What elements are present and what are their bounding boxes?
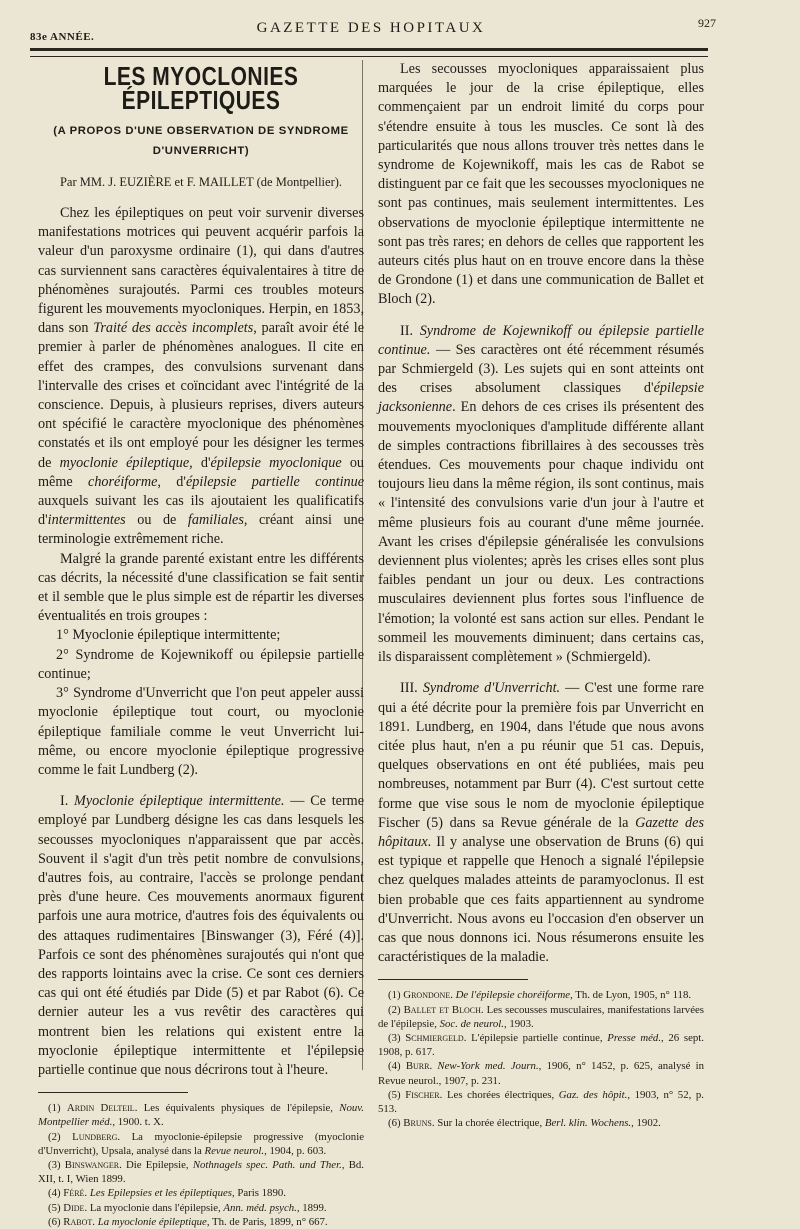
article-title: LES MYOCLONIES ÉPILEPTIQUES (103, 62, 299, 116)
right-column (378, 60, 704, 1130)
footnote-separator (38, 1092, 188, 1093)
group-item-3: 3° Syndrome d'Unverricht que l'on peut appeler aussi myoclonie épileptique tout court, ou myoclonie épileptique familiale comme le veut Unverricht lui-même, ou encore myoclonie épileptique progressive comme le fait Lundberg (2). (38, 685, 364, 778)
footnote: (2) Ballet et Bloch. Les secousses musculaires, manifestations larvées de l'épilepsie, Soc. de neurol., 1903. (378, 1003, 704, 1030)
group-item-1: 1° Myoclonie épileptique intermittente; (56, 627, 281, 644)
footnote: (4) Burr. New-York med. Journ., 1906, n° 1452, p. 625, analysé in Revue neurol., 1907, p. 231. (378, 1060, 705, 1087)
group-item-2: 2° Syndrome de Kojewnikoff ou épilepsie partielle continue; (38, 646, 364, 682)
article-subtitle: (A PROPOS D'UNE OBSERVATION DE SYNDROME D'UNVERRICHT) (53, 125, 349, 157)
footnotes-right (378, 988, 704, 1130)
footnote: (1) Ardin Delteil. Les équivalents physiques de l'épilepsie, Nouv. Montpellier méd., 1900. t. X. (38, 1102, 364, 1129)
left-column (38, 60, 364, 1229)
footnote: (4) Féré. Les Epilepsies et les épileptiques, Paris 1890. (48, 1187, 286, 1200)
classification-paragraph: Malgré la grande parenté existant entre les différents cas décrits, la nécessité d'une classification se fait sentir et il semble que le plus simple est de répartir les diverses éventualités en trois groupes : (38, 550, 364, 625)
footnote: (5) Dide. La myoclonie dans l'épilepsie, Ann. méd. psych., 1899. (48, 1201, 327, 1214)
footnote: (3) Schmiergeld. L'épilepsie partielle continue, Presse méd., 26 sept. 1908, p. 617. (378, 1031, 704, 1059)
footnote: (5) Fischer. Les chorées électriques, Gaz. des hôpit., 1903, n° 52, p. 513. (378, 1088, 704, 1115)
footnote: (6) Bruns. Sur la chorée électrique, Berl. klin. Wochens., 1902. (388, 1117, 661, 1130)
section-3-paragraph: III. Syndrome d'Unverricht. — C'est une forme rare qui a été décrite pour la première fois par Unverricht en 1891. Lundberg, en 1904, dans l'étude que nous avons citée plus haut, n'en a pu réunir que 51 cas. Depuis, quelques observations en ont été publiées, mais peu nombreuses, notamment par Burr (4). C'est surtout cette forme que vise sous le nom de myoclonie épileptique Fischer (5) dans sa Revue générale de la Gazette des hôpitaux. Il y analyse une observation de Bruns (6) qui est typique et rappelle que Henoch a signalé l'épilepsie chez quelques malades atteints de paramyoclonus. Il est bien probable que ces faits appartiennent au syndrome d'Unverricht. Nous avons eu l'occasion d'en observer un cas que nous donnons ici. Nous résumerons ensuite les caractéristiques de la maladie. (378, 680, 704, 966)
intro-paragraph: Chez les épileptiques on peut voir survenir diverses manifestations motrices qui peuvent acquérir parfois la valeur d'un paroxysme ordinaire (1), qui dans d'autres cas surviennent sans caractères équivalentaires à titre de phénomènes surajoutés. Parmi ces troubles moteurs figurent les mouvements myocloniques. Herpin, en 1853, dans son Traité des accès incomplets, paraît avoir été le premier à parler de phénomènes analogues. Il cite en effet des crampes, des convulsions survenant dans l'intervalle des crises et coïncidant avec l'intégrité de la conscience. Depuis, à plusieurs reprises, divers auteurs ont spécifié le caractère myoclonique des phénomènes constatés et ils ont employé pour les désigner les termes de myoclonie épileptique, d'épilepsie myoclonique ou même choréiforme, d'épilepsie partielle continue auxquels suivant les cas ils ajoutaient les qualificatifs d'intermittentes ou de familiales, créant ainsi une terminologie extrêmement riche. (38, 205, 365, 548)
footnote: (3) Binswanger. Die Epilepsie, Nothnagels spec. Path. und Ther., Bd. XII, t. I, Wien 1899. (38, 1158, 364, 1186)
header-rule-thick (30, 48, 708, 51)
footnote: (6) Rabot. La myoclonie épileptique, Th. de Paris, 1899, n° 667. (48, 1215, 328, 1228)
article-byline: Par MM. J. EUZIÈRE et F. MAILLET (de Montpellier). (59, 174, 343, 189)
section-1-continuation: Les secousses myocloniques apparaissaient plus marquées le jour de la crise épileptique, elles commençaient par un endroit limité du corps pour s'étendre ensuite à tous les muscles. Ce sont là des particularités que nous allons trouver très nettes dans le syndrome de Kojewnikoff, mais les cas de Rabot se distinguent par ce fait que les secousses myocloniques ne sont pas continues, mais seulement intermittentes. Les observations de myoclonie épileptique intermittente ne sont pas très rares; en dehors de celles que rapportent les auteurs cités plus haut on en trouve encore dans la thèse de Grondone (1) et dans une communication de Ballet et Bloch (2). (378, 61, 704, 308)
footnote: (2) Lundberg. La myoclonie-épilepsie progressive (myoclonie d'Unverricht), Upsala, analysé dans la Revue neurol., 1904, p. 603. (38, 1130, 364, 1157)
footnote-separator (378, 979, 528, 980)
header-rule-thin (30, 56, 708, 57)
section-2-paragraph: II. Syndrome de Kojewnikoff ou épilepsie partielle continue. — Ses caractères ont été récemment résumés par Schmiergeld (3). Les sujets qui en sont atteints ont des crises absolument classiques d'épilepsie jacksonienne. En dehors de ces crises ils présentent des mouvements myocloniques d'amplitude différente allant de simples contractions fibrillaires à des secousses très étendues. Ces mouvements pour chaque individu ont toujours lieu dans la même région, ils sont continus, mais « l'intensité des convulsions varie d'un jour à l'autre et même plusieurs fois au courant d'une même journée. Avant les crises d'épilepsie généralisée les convulsions deviennent plus violentes; après les crises elles sont plus faibles pendant un jour ou deux. Les contractions musculaires deviennent plus fortes sous l'influence de l'émotion; la volonté est sans action sur elles. Pendant le sommeil les mouvements diminuent; dans certains cas, ils disparaissent complètement » (Schmiergeld). (378, 322, 704, 666)
footnote: (1) Grondone. De l'épilepsie choréiforme, Th. de Lyon, 1905, n° 118. (388, 989, 692, 1002)
page-number: 927 (698, 16, 716, 30)
journal-title: GAZETTE DES HOPITAUX (256, 20, 486, 36)
section-1-paragraph: I. Myoclonie épileptique intermittente. — Ce terme employé par Lundberg désigne les cas dans lesquels les secousses myocloniques n'apparaissent que par accès. Souvent il s'agit d'un très petit nombre de convulsions, d'autres fois, au contraire, l'accès se prolonge pendant près d'une heure. Ces mouvements anormaux figurent parfois une aura motrice, d'autres fois des équivalents ou des attaques rudimentaires [Binswanger (3), Féré (4)]. Parfois ce sont des phénomènes surajoutés qui n'ont que des rapports lointains avec la crise. Ce sont ces derniers cas qui ont été étudiés par Dide (5) et par Rabot (6). Ce dernier auteur les a vus revêtir des caractères qui montrent bien les relations qui existent entre la myoclonie épileptique intermittente et l'épilepsie partielle continue que nous décrirons tout à l'heure. (38, 793, 365, 1078)
issue-label: 83e ANNÉE. (30, 31, 95, 43)
footnotes-left (38, 1101, 364, 1229)
running-head (26, 14, 716, 43)
